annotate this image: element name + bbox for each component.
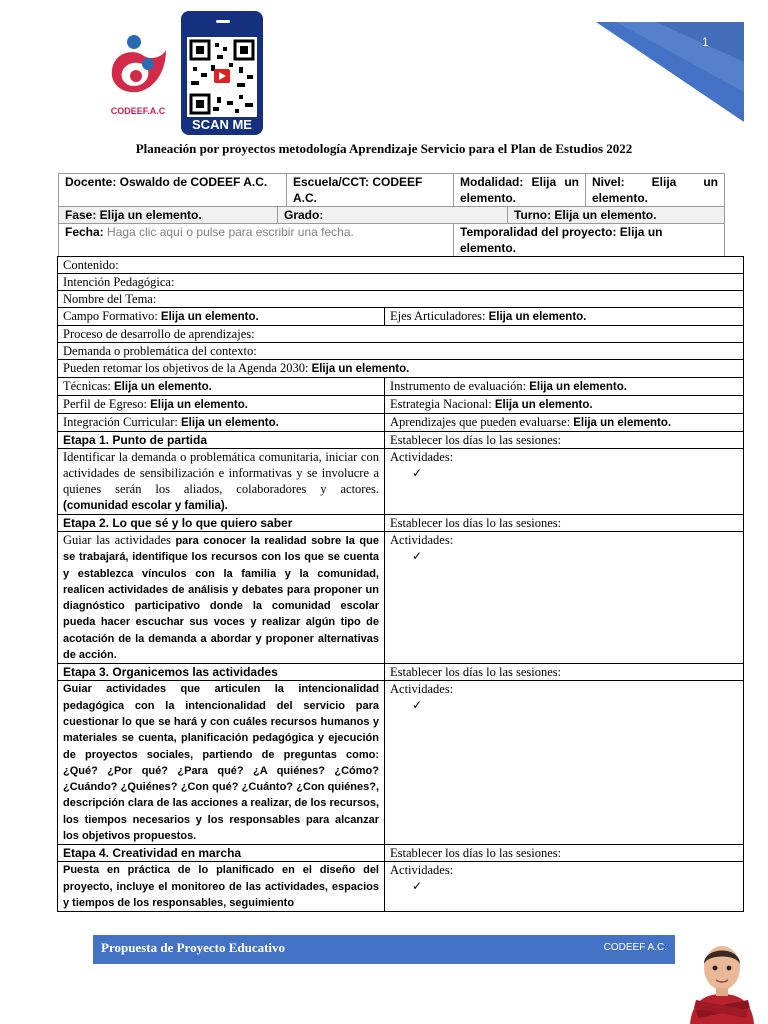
ejes-select[interactable]: Elija un elemento. [488,311,587,323]
etapa3-actividades[interactable] [385,681,744,845]
aprendizajes-label: Aprendizajes que pueden evaluarse: [390,415,571,429]
grado-field[interactable]: Grado: [278,207,508,224]
actividades-label: Actividades: [390,863,454,878]
perfil-select[interactable]: Elija un elemento. [150,399,248,411]
avatar-illustration [686,936,758,1024]
tecnicas-label: Técnicas: [63,379,111,393]
page-title: Planeación por proyectos metodología Aprendizaje Servicio para el Plan de Estudios 2022 [135,141,633,156]
fecha-label: Fecha: [65,225,104,239]
checkmark-icon: ✓ [412,466,423,480]
planning-table [57,256,744,912]
etapa1-desc-a: Identificar la demanda o problemática comunitaria, iniciar con actividades de sensibilización e informativas y se involucre a quienes serán los aliados, colaboradores y actores. [63,450,379,496]
actividades-label: Actividades: [390,682,454,697]
footer-bar [93,935,675,964]
fase-field[interactable]: Fase: Elija un elemento. [59,207,278,224]
etapa2-actividades[interactable] [385,532,744,664]
ejes-cell[interactable] [385,308,744,326]
perfil-label: Perfil de Egreso: [63,397,148,411]
campo-label: Campo Formativo: [63,309,158,323]
etapa3-sesiones[interactable]: Establecer los días lo las sesiones: [385,664,744,681]
actividades-label: Actividades: [390,533,454,547]
etapa4-title: Etapa 4. Creatividad en marcha [58,845,385,862]
proceso-row[interactable]: Proceso de desarrollo de aprendizajes: [58,326,744,343]
etapa2-title: Etapa 2. Lo que sé y lo que quiero saber [58,515,385,532]
perfil-cell[interactable] [58,396,385,414]
etapa2-description [58,532,385,664]
escuela-field[interactable]: Escuela/CCT: CODEEF A.C. [287,174,454,207]
estrategia-label: Estrategia Nacional: [390,397,492,411]
campo-select[interactable]: Elija un elemento. [160,311,259,323]
footer-org: CODEEF A.C. [603,942,667,953]
checkmark-icon: ✓ [412,698,423,713]
contenido-row[interactable]: Contenido: [58,257,744,274]
instrumento-label: Instrumento de evaluación: [390,379,527,393]
ejes-label: Ejes Articuladores: [390,309,486,323]
fecha-field[interactable] [59,224,454,257]
info-table [58,173,725,257]
etapa1-desc-b: (comunidad escolar y familia). [63,500,228,512]
qr-code-badge[interactable] [181,11,263,135]
etapa2-desc-a: Guiar las actividades [63,533,171,547]
temporalidad-field[interactable]: Temporalidad del proyecto: Elija un elemento. [454,224,725,257]
etapa2-desc-b: para conocer la realidad sobre la que se trabajará, identifique los recursos con los que se cuenta y establezca vínculos con la familia y la comunidad, realicen actividades de análisis y debates para proponer un diagnóstico participativo donde la comunidad escolar pueda hacer escuchar sus voces y realizar algún tipo de acotación de la demanda a abordar y proponer alternativas de acción. [63,535,379,662]
etapa4-sesiones[interactable]: Establecer los días lo las sesiones: [385,845,744,862]
aprendizajes-cell[interactable] [385,414,744,432]
agenda-select[interactable]: Elija un elemento. [311,363,410,375]
qr-phone-speaker [216,20,230,23]
etapa1-sesiones[interactable]: Establecer los días lo las sesiones: [385,432,744,449]
checkmark-icon: ✓ [412,879,423,894]
instrumento-select[interactable]: Elija un elemento. [529,381,627,393]
etapa4-description: Puesta en práctica de lo planificado en el diseño del proyecto, incluye el monitoreo de las actividades, espacios y tiempos de los responsables, seguimiento [58,862,385,912]
intencion-row[interactable]: Intención Pedagógica: [58,274,744,291]
tecnicas-cell[interactable] [58,378,385,396]
etapa1-actividades[interactable] [385,449,744,515]
scan-me-label: SCAN ME [192,117,252,132]
docente-field[interactable]: Docente: Oswaldo de CODEEF A.C. [59,174,287,207]
integracion-label: Integración Curricular: [63,415,178,429]
footer-title: Propuesta de Proyecto Educativo [101,940,286,955]
etapa3-title: Etapa 3. Organicemos las actividades [58,664,385,681]
etapa1-description [58,449,385,515]
tecnicas-select[interactable]: Elija un elemento. [114,381,212,393]
etapa2-sesiones[interactable]: Establecer los días lo las sesiones: [385,515,744,532]
agenda-row[interactable] [58,360,744,378]
fecha-placeholder[interactable]: Haga clic aquí o pulse para escribir una fecha. [107,225,354,239]
modalidad-field[interactable]: Modalidad: Elija un elemento. [454,174,586,207]
etapa3-description: Guiar actividades que articulen la intencionalidad pedagógica con la intencionalidad del servicio para cuestionar lo que se hará y con cuáles recursos humanos y materiales se cuenta, planificación pedagógica y ejecución de proyectos sociales, partiendo de preguntas como: ¿Qué? ¿Por qué? ¿Para qué? ¿A quiénes? ¿Cómo? ¿Cuándo? ¿Quiénes? ¿Con qué? ¿Cuánto? ¿Con quiénes?, descripción clara de las acciones a realizar, de los recursos, los tiempos necesarios y los responsables para alcanzar los objetivos propuestos. [58,681,385,845]
etapa1-title: Etapa 1. Punto de partida [58,432,385,449]
turno-field[interactable]: Turno: Elija un elemento. [508,207,725,224]
checkmark-icon: ✓ [412,549,423,563]
nombre-tema-row[interactable]: Nombre del Tema: [58,291,744,308]
integracion-cell[interactable] [58,414,385,432]
demanda-row[interactable]: Demanda o problemática del contexto: [58,343,744,360]
nivel-field[interactable]: Nivel: Elija un elemento. [586,174,725,207]
integracion-select[interactable]: Elija un elemento. [181,417,279,429]
actividades-label: Actividades: [390,450,454,464]
agenda-label: Pueden retomar los objetivos de la Agenda 2030: [63,361,309,375]
estrategia-cell[interactable] [385,396,744,414]
page-number: 1 [702,35,709,49]
instrumento-cell[interactable] [385,378,744,396]
aprendizajes-select[interactable]: Elija un elemento. [573,417,672,429]
logo-text: CODEEF.A.C [110,106,166,116]
etapa4-actividades[interactable] [385,862,744,912]
qr-code-icon [187,37,257,117]
estrategia-select[interactable]: Elija un elemento. [494,399,593,411]
campo-formativo-cell[interactable] [58,308,385,326]
